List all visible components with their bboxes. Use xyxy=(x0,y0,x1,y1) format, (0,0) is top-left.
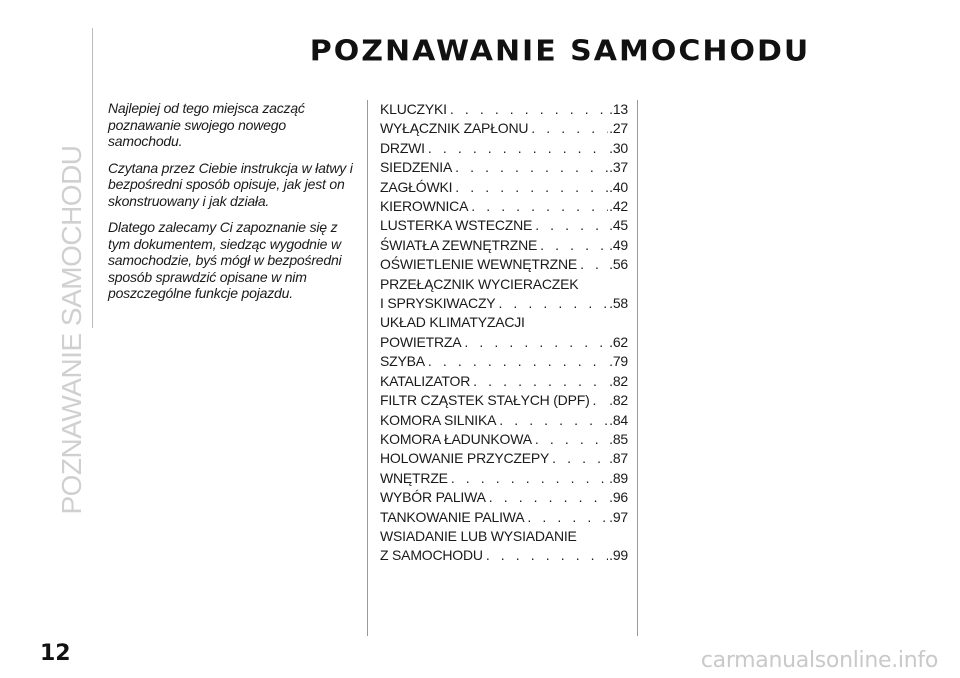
toc-entry-szyba[interactable] xyxy=(380,352,628,371)
toc-leader xyxy=(540,236,608,255)
toc-page: .79 xyxy=(609,353,628,370)
toc-page: .56 xyxy=(609,256,628,273)
intro-paragraph: Dlatego zalecamy Ci zapoznanie się z tym dokumentem, siedząc wygodnie w samochodzie, byś mógł w bezpośredni sposób sprawdzić opisane w nim poszczególne funkcje pojazdu. xyxy=(108,219,342,301)
toc-entry-kluczyki[interactable] xyxy=(380,100,628,119)
toc-label: SIEDZENIA xyxy=(380,159,453,176)
toc-leader xyxy=(499,411,608,430)
toc-entry-katalizator[interactable] xyxy=(380,372,628,391)
toc-label: KIEROWNICA xyxy=(380,198,469,215)
toc-page: .82 xyxy=(609,372,628,389)
toc-entry-wylacznik-zaplonu[interactable] xyxy=(380,119,628,138)
toc-entry-wybor-paliwa[interactable] xyxy=(380,488,628,507)
toc-leader xyxy=(535,216,608,235)
toc-page: .82 xyxy=(609,392,628,409)
watermark-text: carmanualsonline.info xyxy=(700,648,938,673)
toc-entry-drzwi[interactable] xyxy=(380,139,628,158)
toc-label: WYŁĄCZNIK ZAPŁONU xyxy=(380,120,529,137)
toc-entry-kierownica[interactable] xyxy=(380,197,628,216)
toc-page: .49 xyxy=(609,236,628,253)
toc-entry-zaglowki[interactable] xyxy=(380,178,628,197)
toc-entry-wnetrze[interactable] xyxy=(380,469,628,488)
toc-leader xyxy=(428,139,608,158)
toc-page: .42 xyxy=(609,198,628,215)
toc-leader xyxy=(450,100,608,119)
toc-entry-lusterka-wsteczne[interactable] xyxy=(380,216,628,235)
toc-leader xyxy=(486,546,608,565)
section-side-title: POZNAWANIE SAMOCHODU xyxy=(56,145,87,515)
toc-page: .58 xyxy=(609,295,628,312)
toc-label: POWIETRZA xyxy=(380,333,462,350)
toc-label: FILTR CZĄSTEK STAŁYCH (DPF) xyxy=(380,392,590,409)
toc-page: .27 xyxy=(609,120,628,137)
page-title: POZNAWANIE SAMOCHODU xyxy=(309,34,811,69)
toc-leader xyxy=(580,255,608,274)
toc-entry-komora-ladunkowa[interactable] xyxy=(380,430,628,449)
toc-leader xyxy=(464,333,608,352)
toc-entry-komora-silnika[interactable] xyxy=(380,411,628,430)
toc-page: .37 xyxy=(609,159,628,176)
toc-entry-holowanie-przyczepy[interactable] xyxy=(380,449,628,468)
toc-label: KOMORA ŁADUNKOWA xyxy=(380,430,532,447)
toc-entry-wsiadanie[interactable] xyxy=(380,527,628,566)
toc-page: .62 xyxy=(609,333,628,350)
toc-label: KLUCZYKI xyxy=(380,101,447,117)
toc-page: .89 xyxy=(609,469,628,486)
toc-leader xyxy=(489,488,608,507)
toc-label-line1: PRZEŁĄCZNIK WYCIERACZEK xyxy=(380,275,579,292)
toc-entry-filtr-czastek[interactable] xyxy=(380,391,628,410)
toc-label: I SPRYSKIWACZY xyxy=(380,295,496,312)
side-divider xyxy=(92,28,93,328)
toc-page: .13 xyxy=(609,101,628,117)
column-divider-left xyxy=(367,100,368,636)
toc-label-line1: UKŁAD KLIMATYZACJI xyxy=(380,314,525,331)
intro-paragraph: Czytana przez Ciebie instrukcja w łatwy i bezpośredni sposób opisuje, jak jest on skonstruowany i jak działa. xyxy=(108,159,353,209)
toc-label: HOLOWANIE PRZYCZEPY xyxy=(380,450,550,467)
toc-entry-uklad-klimatyzacji[interactable] xyxy=(380,313,628,352)
table-of-contents xyxy=(380,100,628,566)
toc-leader xyxy=(531,119,608,138)
toc-label: Z SAMOCHODU xyxy=(380,547,483,564)
toc-page: .40 xyxy=(609,178,628,195)
toc-page: .84 xyxy=(609,411,628,428)
column-divider-right xyxy=(637,100,638,636)
toc-entry-swiatla-zewnetrzne[interactable] xyxy=(380,236,628,255)
toc-entry-siedzenia[interactable] xyxy=(380,158,628,177)
toc-leader xyxy=(593,391,609,410)
toc-page: .97 xyxy=(609,508,628,525)
toc-page: .30 xyxy=(609,139,628,156)
toc-page: .45 xyxy=(609,217,628,234)
toc-page: .99 xyxy=(609,547,628,564)
toc-label: WNĘTRZE xyxy=(380,469,448,486)
toc-leader xyxy=(455,178,608,197)
toc-page: .85 xyxy=(609,430,628,447)
toc-label: KATALIZATOR xyxy=(380,372,471,389)
toc-label: DRZWI xyxy=(380,139,425,156)
toc-leader xyxy=(471,197,608,216)
toc-label: KOMORA SILNIKA xyxy=(380,411,497,428)
toc-leader xyxy=(535,430,608,449)
intro-paragraph: Najlepiej od tego miejsca zacząć poznawanie swojego nowego samochodu. xyxy=(108,100,305,149)
toc-label: WYBÓR PALIWA xyxy=(380,489,486,506)
toc-leader xyxy=(498,294,608,313)
toc-entry-przelacznik-wycieraczek[interactable] xyxy=(380,275,628,314)
page-number: 12 xyxy=(40,641,71,666)
toc-label: ZAGŁÓWKI xyxy=(380,178,453,195)
toc-label: OŚWIETLENIE WEWNĘTRZNE xyxy=(380,256,578,273)
intro-text xyxy=(108,100,358,312)
toc-entry-oswietlenie-wewnetrzne[interactable] xyxy=(380,255,628,274)
toc-leader xyxy=(527,508,608,527)
toc-leader xyxy=(428,352,608,371)
toc-leader xyxy=(552,449,608,468)
toc-label: SZYBA xyxy=(380,353,425,370)
toc-leader xyxy=(473,372,608,391)
toc-leader xyxy=(451,469,608,488)
toc-label-line1: WSIADANIE LUB WYSIADANIE xyxy=(380,527,577,544)
toc-page: .87 xyxy=(609,450,628,467)
toc-leader xyxy=(455,158,608,177)
toc-label: TANKOWANIE PALIWA xyxy=(380,508,525,525)
toc-label: ŚWIATŁA ZEWNĘTRZNE xyxy=(380,236,538,253)
toc-entry-tankowanie-paliwa[interactable] xyxy=(380,508,628,527)
toc-page: .96 xyxy=(609,489,628,506)
toc-label: LUSTERKA WSTECZNE xyxy=(380,217,533,234)
